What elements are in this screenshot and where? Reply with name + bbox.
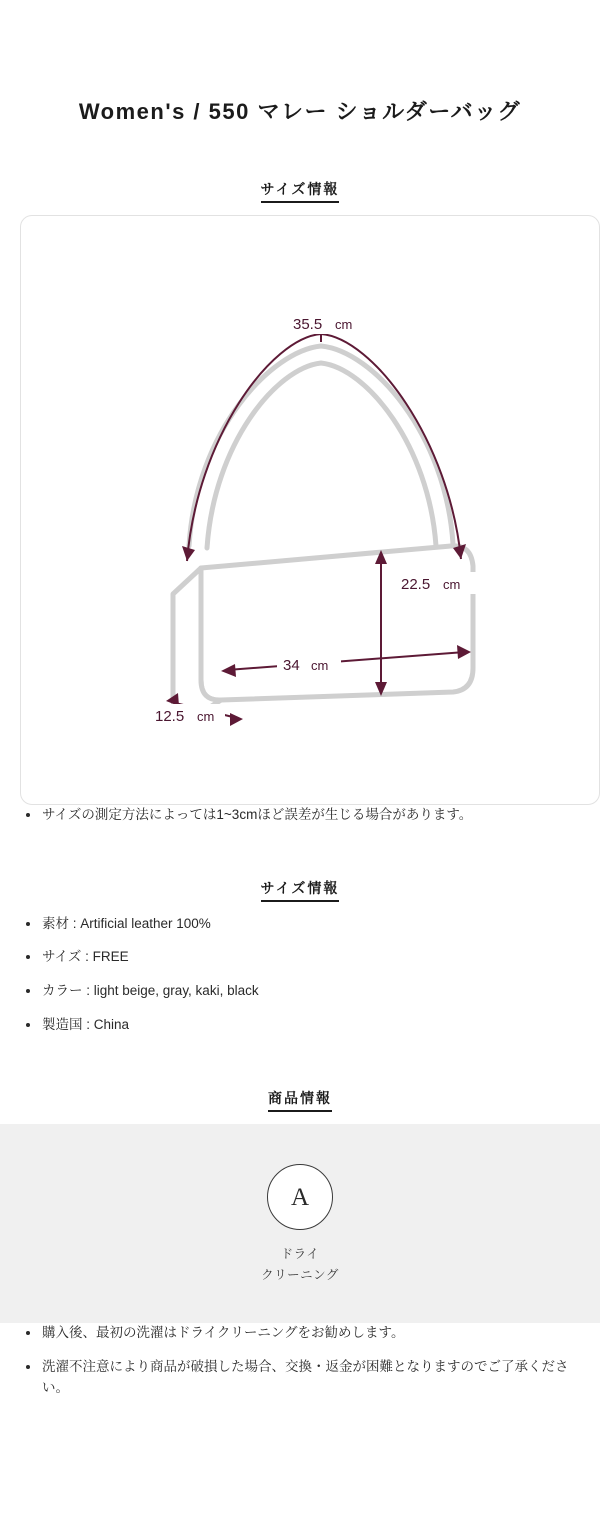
list-item: 素材 : Artificial leather 100% <box>20 914 580 935</box>
dry-clean-symbol-glyph: A <box>290 1183 310 1211</box>
list-item: 洗濯不注意により商品が破損した場合、交換・返金が困難となりますのでご了承ください。 <box>20 1357 580 1399</box>
product-detail-page <box>0 98 600 1399</box>
size-note-list <box>20 805 580 826</box>
page-title: Women's / 550 マレー ショルダーバッグ <box>78 99 522 124</box>
bag-strap-outer <box>189 346 453 546</box>
size-info-heading <box>20 179 580 199</box>
measure-label-height-value: 22.5 <box>401 575 431 593</box>
size-info-heading-label: サイズ情報 <box>261 181 340 203</box>
list-item: サイズ : FREE <box>20 947 580 968</box>
list-item: 製造国 : China <box>20 1015 580 1036</box>
measure-label-width-value: 34 <box>283 656 300 674</box>
measure-arrow-strap-left <box>182 546 195 561</box>
measure-label-width <box>277 653 341 675</box>
measure-label-depth-value: 12.5 <box>155 707 185 725</box>
measure-label-height <box>397 572 477 594</box>
spec-list <box>20 914 580 1037</box>
dry-clean-circle-a-icon <box>267 1164 333 1230</box>
measure-label-height-unit: cm <box>443 576 461 592</box>
measure-label-strap-value: 35.5 <box>293 315 323 333</box>
spec-heading <box>20 878 580 898</box>
bag-front-panel <box>201 545 473 699</box>
measure-label-depth-unit: cm <box>197 708 215 724</box>
list-item: カラー : light beige, gray, kaki, black <box>20 981 580 1002</box>
bag-size-diagram <box>21 216 599 804</box>
list-item: 購入後、最初の洗濯はドライクリーニングをお勧めします。 <box>20 1323 580 1344</box>
care-caption <box>0 1244 600 1285</box>
measure-label-strap-unit: cm <box>335 316 353 332</box>
product-info-heading <box>20 1088 580 1108</box>
size-diagram-card <box>20 215 600 805</box>
spec-heading-label: サイズ情報 <box>261 880 340 902</box>
measure-label-width-unit: cm <box>311 657 329 673</box>
bag-strap-inner <box>207 363 436 548</box>
list-item: サイズの測定方法によっては1~3cmほど誤差が生じる場合があります。 <box>20 805 580 826</box>
measure-arrow-depth-right <box>230 713 243 726</box>
product-info-heading-label: 商品情報 <box>268 1090 332 1112</box>
care-instruction-panel <box>0 1124 600 1323</box>
measure-label-depth <box>149 704 225 726</box>
care-note-list <box>20 1323 580 1399</box>
measure-line-strap <box>187 334 461 561</box>
measure-label-strap <box>283 312 363 334</box>
care-caption-line1: ドライ <box>280 1247 320 1262</box>
care-caption-line2: クリーニング <box>261 1267 339 1282</box>
